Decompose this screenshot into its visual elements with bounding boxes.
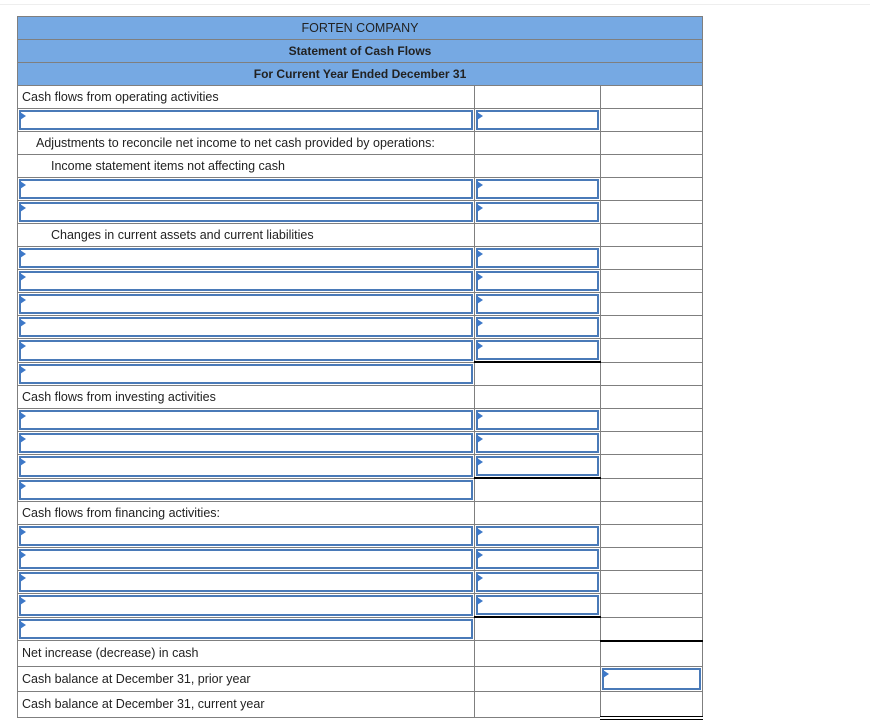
statement-period: For Current Year Ended December 31 [18, 63, 703, 86]
input-field[interactable] [19, 410, 473, 430]
amount-cell [475, 641, 601, 667]
input-field[interactable] [476, 248, 599, 268]
input-field[interactable] [476, 202, 599, 222]
input-field[interactable] [476, 526, 599, 546]
amount-input-cell[interactable] [475, 432, 601, 455]
total-cell [601, 409, 703, 432]
amount-cell [475, 666, 601, 691]
amount-cell [475, 691, 601, 718]
total-cell [601, 339, 703, 363]
input-field[interactable] [476, 340, 599, 360]
total-cell [601, 386, 703, 409]
total-cell [601, 86, 703, 109]
table-row [18, 617, 703, 641]
table-row [18, 455, 703, 479]
input-field[interactable] [19, 317, 473, 337]
table-row [18, 502, 703, 525]
input-field[interactable] [19, 456, 473, 477]
table-row [18, 86, 703, 109]
description-input-cell[interactable] [18, 409, 475, 432]
row-label: Adjustments to reconcile net income to net cash provided by operations: [18, 132, 475, 155]
amount-input-cell[interactable] [475, 548, 601, 571]
row-label: Changes in current assets and current liabilities [18, 224, 475, 247]
description-input-cell[interactable] [18, 293, 475, 316]
row-label: Cash flows from investing activities [18, 386, 475, 409]
input-field[interactable] [476, 294, 599, 314]
total-cell [601, 109, 703, 132]
amount-cell [475, 362, 601, 386]
description-input-cell[interactable] [18, 109, 475, 132]
total-cell [601, 132, 703, 155]
total-cell [601, 178, 703, 201]
input-field[interactable] [476, 317, 599, 337]
table-row [18, 293, 703, 316]
row-label: Net increase (decrease) in cash [18, 641, 475, 667]
total-cell [601, 293, 703, 316]
row-label: Cash flows from operating activities [18, 86, 475, 109]
amount-input-cell[interactable] [475, 594, 601, 618]
table-row [18, 247, 703, 270]
row-label: Income statement items not affecting cash [18, 155, 475, 178]
company-name: FORTEN COMPANY [18, 17, 703, 40]
input-field[interactable] [19, 480, 473, 501]
description-input-cell[interactable] [18, 201, 475, 224]
amount-cell [475, 502, 601, 525]
amount-cell [475, 478, 601, 502]
input-field[interactable] [476, 110, 599, 130]
description-input-cell[interactable] [18, 270, 475, 293]
description-input-cell[interactable] [18, 316, 475, 339]
table-row [18, 691, 703, 718]
input-field[interactable] [19, 179, 473, 199]
input-field[interactable] [476, 271, 599, 291]
description-input-cell[interactable] [18, 247, 475, 270]
table-row [18, 270, 703, 293]
total-cell [601, 594, 703, 618]
description-input-cell[interactable] [18, 571, 475, 594]
amount-input-cell[interactable] [475, 178, 601, 201]
total-cell [601, 641, 703, 667]
input-field[interactable] [19, 340, 473, 361]
description-input-cell[interactable] [18, 594, 475, 618]
input-field[interactable] [19, 248, 473, 268]
input-field[interactable] [19, 619, 473, 640]
total-cell [601, 502, 703, 525]
input-field[interactable] [476, 179, 599, 199]
input-field[interactable] [476, 549, 599, 569]
input-field[interactable] [19, 549, 473, 569]
table-row [18, 525, 703, 548]
total-cell [601, 478, 703, 502]
amount-cell [475, 617, 601, 641]
input-field[interactable] [476, 410, 599, 430]
amount-input-cell[interactable] [475, 201, 601, 224]
amount-input-cell[interactable] [475, 247, 601, 270]
table-row [18, 409, 703, 432]
total-cell [601, 316, 703, 339]
description-input-cell[interactable] [18, 178, 475, 201]
description-input-cell[interactable] [18, 525, 475, 548]
table-row [18, 548, 703, 571]
input-field[interactable] [19, 526, 473, 546]
total-cell [601, 224, 703, 247]
input-field[interactable] [19, 271, 473, 291]
divider [0, 4, 870, 5]
amount-input-cell[interactable] [475, 525, 601, 548]
input-field[interactable] [476, 433, 599, 453]
table-row [18, 109, 703, 132]
total-cell [601, 617, 703, 641]
total-cell [601, 247, 703, 270]
description-input-cell[interactable] [18, 432, 475, 455]
description-input-cell[interactable] [18, 548, 475, 571]
total-cell [601, 691, 703, 718]
total-cell [601, 525, 703, 548]
input-field[interactable] [476, 572, 599, 592]
table-row [18, 386, 703, 409]
total-cell [601, 155, 703, 178]
amount-input-cell[interactable] [475, 293, 601, 316]
total-cell [601, 201, 703, 224]
input-field[interactable] [602, 668, 701, 690]
table-row [18, 155, 703, 178]
description-input-cell[interactable] [18, 362, 475, 386]
table-row [18, 339, 703, 363]
table-row [18, 641, 703, 667]
table-row [18, 594, 703, 618]
amount-cell [475, 132, 601, 155]
statement-title: Statement of Cash Flows [18, 40, 703, 63]
table-row [18, 362, 703, 386]
amount-input-cell[interactable] [475, 270, 601, 293]
table-row [18, 666, 703, 691]
input-field[interactable] [476, 595, 599, 615]
description-input-cell[interactable] [18, 617, 475, 641]
amount-cell [475, 86, 601, 109]
amount-input-cell[interactable] [475, 339, 601, 363]
amount-cell [475, 224, 601, 247]
row-label: Cash flows from financing activities: [18, 502, 475, 525]
input-field[interactable] [19, 364, 473, 385]
table-row [18, 571, 703, 594]
table-row [18, 132, 703, 155]
total-cell [601, 548, 703, 571]
table-row [18, 432, 703, 455]
amount-cell [475, 386, 601, 409]
row-label: Cash balance at December 31, current year [18, 691, 475, 718]
table-row [18, 178, 703, 201]
total-cell [601, 432, 703, 455]
input-field[interactable] [19, 572, 473, 592]
input-field[interactable] [19, 433, 473, 453]
description-input-cell[interactable] [18, 478, 475, 502]
description-input-cell[interactable] [18, 455, 475, 479]
description-input-cell[interactable] [18, 339, 475, 363]
input-field[interactable] [19, 595, 473, 616]
total-cell [601, 270, 703, 293]
amount-input-cell[interactable] [475, 316, 601, 339]
total-input-cell[interactable] [601, 666, 703, 691]
input-field[interactable] [476, 456, 599, 476]
total-cell [601, 571, 703, 594]
cash-flow-statement-table [17, 16, 703, 720]
amount-input-cell[interactable] [475, 109, 601, 132]
input-field[interactable] [19, 202, 473, 222]
amount-input-cell[interactable] [475, 571, 601, 594]
table-row [18, 478, 703, 502]
input-field[interactable] [19, 294, 473, 314]
input-field[interactable] [19, 110, 473, 130]
amount-input-cell[interactable] [475, 409, 601, 432]
table-row [18, 224, 703, 247]
row-label: Cash balance at December 31, prior year [18, 666, 475, 691]
total-cell [601, 455, 703, 479]
amount-cell [475, 155, 601, 178]
total-cell [601, 362, 703, 386]
table-row [18, 201, 703, 224]
amount-input-cell[interactable] [475, 455, 601, 479]
table-row [18, 316, 703, 339]
